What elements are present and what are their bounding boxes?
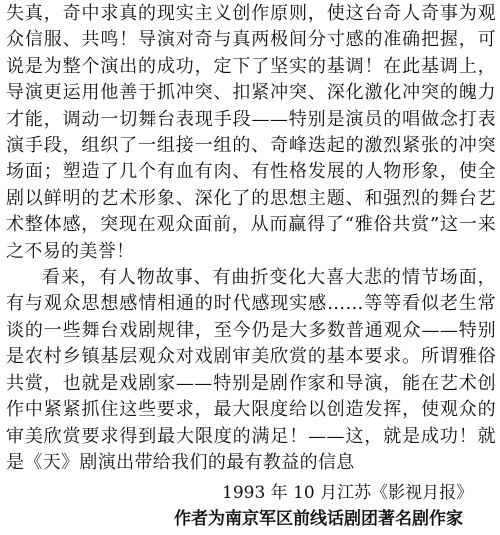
publication-date-source: 1993 年 10 月江苏《影视月报》	[222, 483, 474, 503]
author-note: 作者为南京军区前线话剧团著名剧作家	[174, 509, 463, 529]
article-body	[6, 1, 496, 476]
article-paragraph-1: 失真，奇中求真的现实主义创作原则，使这台奇人奇事为观众信服、共鸣！导演对奇与真两极间分寸感的准确把握，可说是为整个演出的成功，定下了坚实的基调！在此基调上，导演更运用他善于抓冲突、扣紧冲突、深化激化冲突的魄力才能，调动一切舞台表现手段——特别是演员的唱做念打表演手段，组织了一组接一组的、奇峰迭起的激烈紧张的冲突场面；塑造了几个有血有肉、有性格发展的人物形象，使全剧以鲜明的艺术形象、深化了的思想主题、和强烈的舞台艺术整体感，突现在观众面前，从而赢得了“雅俗共赏”这一来之不易的美誉！	[6, 3, 496, 262]
article-paragraph-2: 看来，有人物故事、有曲折变化大喜大悲的情节场面，有与观众思想感情相通的时代感现实感……等等看似老生常谈的一些舞台戏剧规律，至今仍是大多数普通观众——特别是农村乡镇基层观众对戏剧审美欣赏的基本要求。所谓雅俗共赏，也就是戏剧家——特别是剧作家和导演，能在艺术创作中紧紧抓住这些要求，最大限度给以创造发挥，使观众的审美欣赏要求得到最大限度的满足！——这，就是成功！就是《天》剧演出带给我们的最有教益的信息	[6, 267, 496, 473]
